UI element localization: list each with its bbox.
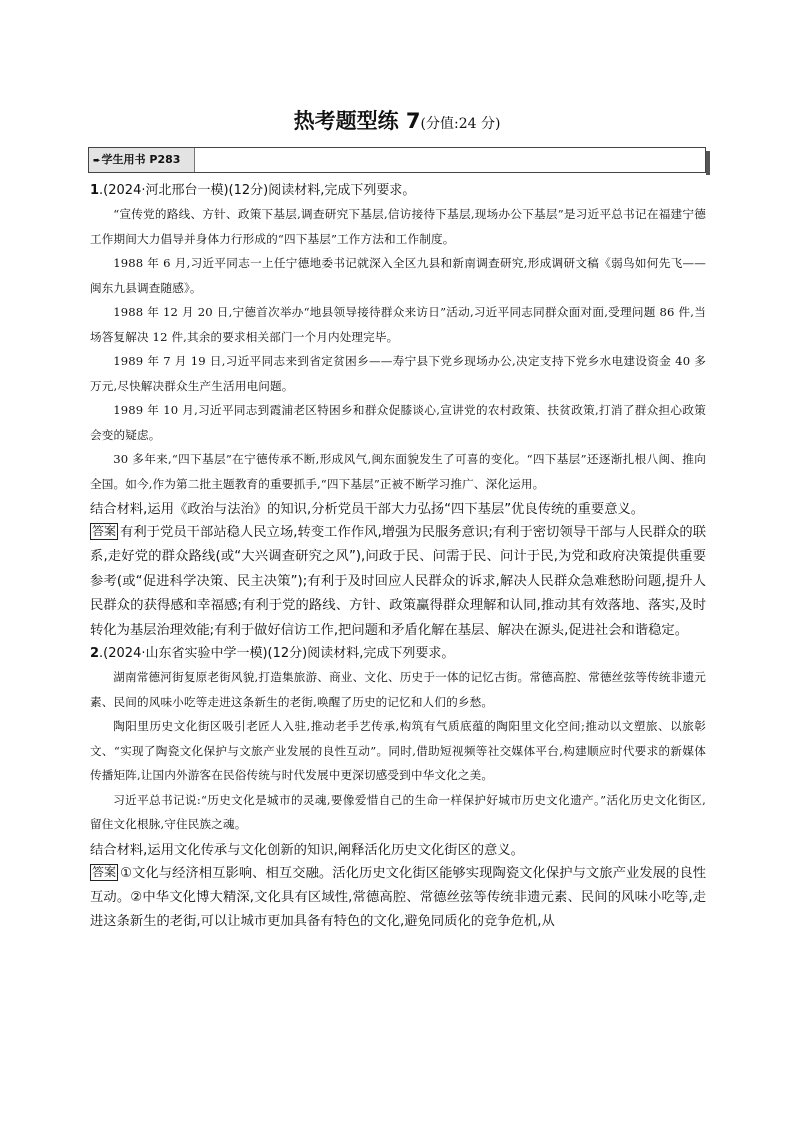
q2-material-paragraph: 习近平总书记说:“历史文化是城市的灵魂,要像爱惜自己的生命一样保护好城市历史文化遗产。”活化历史文化街区,留住文化根脉,守住民族之魂。 xyxy=(90,792,706,832)
page-title xyxy=(0,106,794,139)
q1-material-paragraph: “宣传党的路线、方针、政策下基层,调查研究下基层,信访接待下基层,现场办公下基层”是习近平总书记在福建宁德工作期间大力倡导并身体力行形成的“四下基层”工作方法和工作制度。 xyxy=(90,207,706,246)
book-reference-label: 学生用书 P283 xyxy=(101,153,181,166)
book-reference-banner xyxy=(88,147,706,173)
question-1-source: .(2024·河北邢台一模)(12分)阅读材料,完成下列要求。 xyxy=(99,183,416,198)
q1-material-paragraph: 30 多年来,“四下基层”在宁德传承不断,形成风气,闽东面貌发生了可喜的变化。“四下基层”还逐渐扎根八闽、推向全国。如今,作为第二批主题教育的重要抓手,“四下基层”正被不断学习推广、深化运用。 xyxy=(90,452,706,491)
question-2-task: 结合材料,运用文化传承与文化创新的知识,阐释活化历史文化街区的意义。 xyxy=(90,842,524,858)
question-2-heading xyxy=(90,643,706,665)
banner-shadow xyxy=(706,151,710,175)
answer-badge: 答案 xyxy=(92,864,117,879)
q1-material-paragraph: 1989 年 10 月,习近平同志到霞浦老区特困乡和群众促膝谈心,宣讲党的农村政策、扶贫政策,打消了群众担心政策会变的疑虑。 xyxy=(90,403,706,442)
q1-material-paragraph: 1989 年 7 月 19 日,习近平同志来到省定贫困乡——寿宁县下党乡现场办公,决定支持下党乡水电建设资金 40 多万元,尽快解决群众生产生活用电问题。 xyxy=(90,354,706,393)
main-content xyxy=(90,180,706,935)
question-2-answer-text: ①文化与经济相互影响、相互交融。活化历史文化街区能够实现陶瓷文化保护与文旅产业发展的良性互动。②中华文化博大精深,文化具有区域性,常德高腔、常德丝弦等传统非遗元素、民间的风味小吃等,走进这条新生的老街,可以让城市更加具备有特色的文化,避免同质化的竞争危机,从 xyxy=(90,865,706,930)
question-1-heading xyxy=(90,180,706,202)
q1-material-paragraph: 1988 年 6 月,习近平同志一上任宁德地委书记就深入全区九县和新南调查研究,形成调研文稿《弱鸟如何先飞——闽东九县调查随感》。 xyxy=(90,256,706,295)
q1-material-paragraph: 1988 年 12 月 20 日,宁德首次举办“地县领导接待群众来访日”活动,习近平同志同群众面对面,受理问题 86 件,当场答复解决 12 件,其余的要求相关部门一个月内处理完毕。 xyxy=(90,305,706,344)
question-1-task: 结合材料,运用《政治与法治》的知识,分析党员干部大力弘扬“四下基层”优良传统的重要意义。 xyxy=(90,502,645,517)
question-1-answer-text: 有利于党员干部站稳人民立场,转变工作作风,增强为民服务意识;有利于密切领导干部与人民群众的联系,走好党的群众路线(或“大兴调查研究之风”),问政于民、问需于民、问计于民,为党和政府决策提供重要参考(或“促进科学决策、民主决策”);有利于及时回应人民群众的诉求,解决人民群众急难愁盼问题,提升人民群众的获得感和幸福感;有利于党的路线、方针、政策赢得群众理解和认同,推动其有效落地、落实,及时转化为基层治理效能;有利于做好信访工作,把问题和矛盾化解在基层、解决在源头,促进社会和谐稳定。 xyxy=(90,525,706,638)
question-1-answer xyxy=(90,521,706,643)
q2-material-paragraph: 陶阳里历史文化街区吸引老匠人入驻,推动老手艺传承,构筑有气质底蕴的陶阳里文化空间;推动以文塑旅、以旅彰文、“实现了陶瓷文化保护与文旅产业发展的良性互动”。同时,借助短视频等社交媒体平台,构建顺应时代要求的新媒体传播矩阵,让国内外游客在民俗传统与时代发展中更深切感受到中华文化之美。 xyxy=(90,719,706,783)
question-1-number: 1 xyxy=(90,183,100,198)
question-2-number: 2 xyxy=(90,646,100,662)
question-2-answer xyxy=(90,862,706,935)
book-reference-tag xyxy=(89,148,195,172)
score-text: (分值:24 分) xyxy=(420,116,501,132)
answer-badge: 答案 xyxy=(92,524,117,538)
q2-material-paragraph: 湖南常德河街复原老街风貌,打造集旅游、商业、文化、历史于一体的记忆古街。常德高腔、常德丝弦等传统非遗元素、民间的风味小吃等走进这条新生的老街,唤醒了历史的记忆和人们的乡愁。 xyxy=(90,670,706,709)
arrow-icon: ➨ xyxy=(93,156,101,166)
title-text: 热考题型练 7 xyxy=(293,109,421,133)
question-2-source: .(2024·山东省实验中学一模)(12分)阅读材料,完成下列要求。 xyxy=(99,646,455,662)
